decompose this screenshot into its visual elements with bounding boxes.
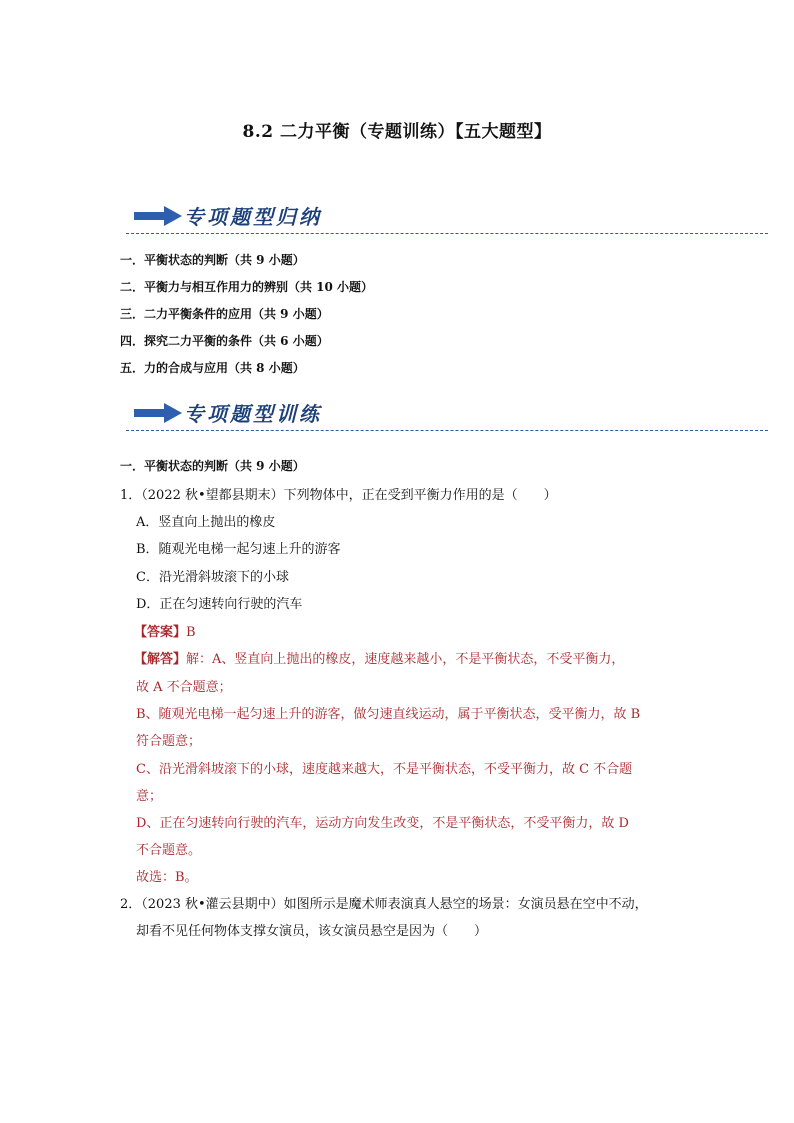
dashed-divider [126, 430, 768, 431]
section-heading-text: 专项题型训练 [184, 402, 322, 426]
section-heading-summary [118, 200, 768, 234]
solution-text: 解：A、竖直向上抛出的橡皮，速度越来越小，不是平衡状态，不受平衡力， [186, 652, 625, 667]
solution-line [134, 648, 624, 667]
solution-line: B、随观光电梯一起匀速上升的游客，做匀速直线运动，属于平衡状态，受平衡力，故 B [136, 707, 641, 722]
option-a: A．竖直向上抛出的橡皮 [136, 515, 276, 530]
solution-line: 意； [136, 789, 163, 804]
arrow-right-icon [134, 206, 182, 226]
question-stem: 1．（2022 秋•望都县期末）下列物体中，正在受到平衡力作用的是（ ） [120, 488, 557, 503]
solution-label: 【解答】 [134, 652, 187, 667]
section-heading-training [118, 397, 768, 431]
topic-item: 五．力的合成与应用（共 8 小题） [120, 361, 305, 375]
part-heading: 一．平衡状态的判断（共 9 小题） [120, 459, 305, 473]
arrow-right-icon [134, 403, 182, 423]
solution-line: 不合题意。 [136, 843, 202, 858]
question-stem: 2．（2023 秋•灌云县期中）如图所示是魔术师表演真人悬空的场景：女演员悬在空中不动， [120, 897, 648, 912]
topic-list [120, 250, 373, 385]
answer-value: B [186, 625, 196, 640]
solution-line: C、沿光滑斜坡滚下的小球，速度越来越大，不是平衡状态，不受平衡力，故 C 不合题 [136, 762, 633, 777]
solution-line: 故 A 不合题意； [136, 680, 232, 695]
topic-item: 一．平衡状态的判断（共 9 小题） [120, 253, 305, 267]
solution-line: 符合题意； [136, 734, 202, 749]
dashed-divider [126, 233, 768, 234]
option-d: D．正在匀速转向行驶的汽车 [136, 597, 303, 612]
section-heading-text: 专项题型归纳 [184, 205, 322, 229]
solution-line: 故选：B。 [136, 870, 198, 885]
topic-item: 四．探究二力平衡的条件（共 6 小题） [120, 334, 329, 348]
answer-label: 【答案】 [134, 625, 187, 640]
topic-item: 二．平衡力与相互作用力的辨别（共 10 小题） [120, 280, 374, 294]
answer-line [134, 621, 196, 640]
solution-line: D、正在匀速转向行驶的汽车，运动方向发生改变，不是平衡状态，不受平衡力，故 D [136, 816, 629, 831]
option-c: C．沿光滑斜坡滚下的小球 [136, 570, 289, 585]
topic-item: 三．二力平衡条件的应用（共 9 小题） [120, 307, 329, 321]
page-title: 8.2 二力平衡（专题训练）【五大题型】 [242, 122, 552, 142]
question-stem-continued: 却看不见任何物体支撑女演员，该女演员悬空是因为（ ） [136, 924, 488, 939]
option-b: B．随观光电梯一起匀速上升的游客 [136, 542, 341, 557]
